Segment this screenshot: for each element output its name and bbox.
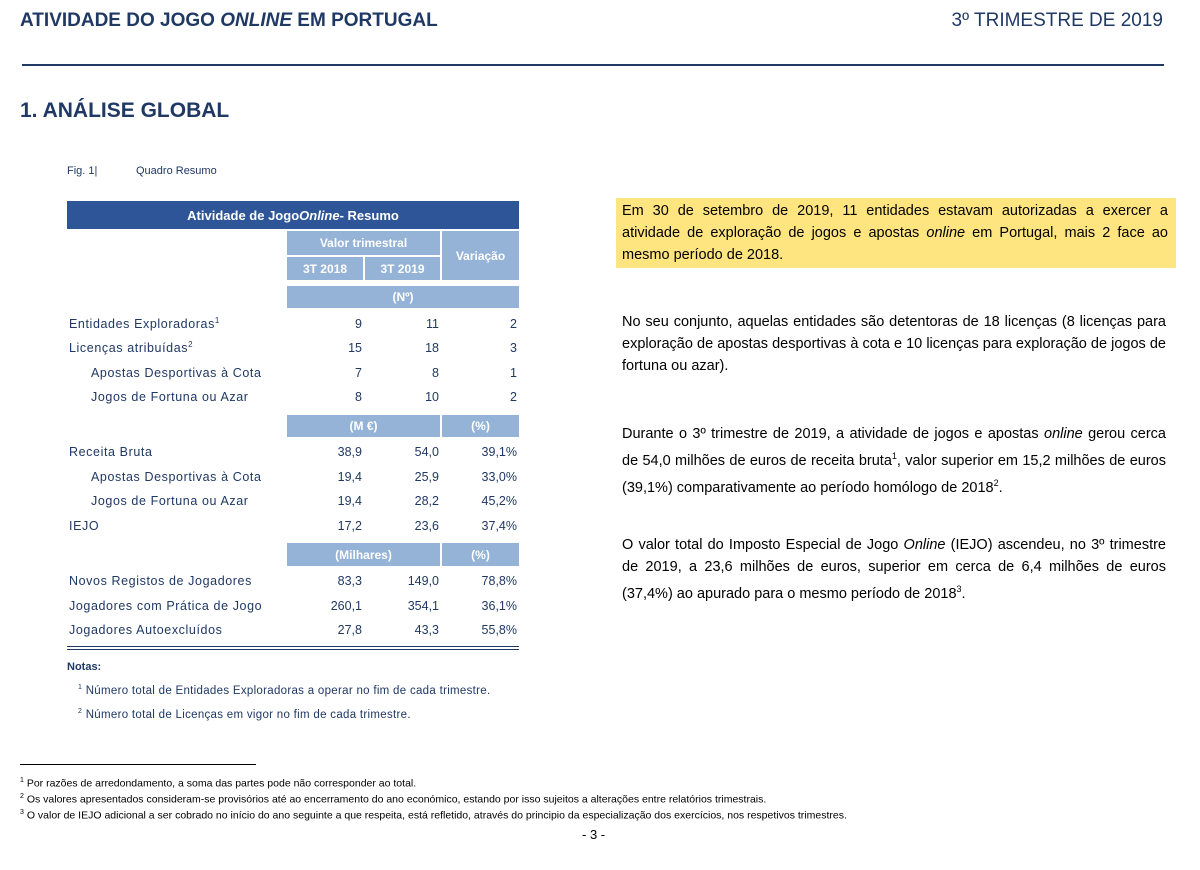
- table-cell: 25,9: [414, 470, 439, 484]
- table-cell: 2: [510, 390, 517, 404]
- table-cell: 7: [355, 366, 362, 380]
- table-title-part1: Atividade de Jogo: [187, 207, 300, 223]
- table-cell: 11: [426, 317, 439, 331]
- figure-number: Fig. 1|: [67, 165, 98, 177]
- table-cell: 33,0%: [481, 470, 517, 484]
- paragraph-iejo: O valor total do Imposto Especial de Jogo Online (IEJO) ascendeu, no 3º trimestre de 2019, a 23,6 milhões de euros, superior em cerca de 6,4 milhões de euros (37,4%) ao apurado para o mesmo período de 2018$^3$.: [622, 537, 1166, 602]
- unit-million-euro: (M €): [287, 415, 440, 437]
- header-divider: [22, 64, 1164, 66]
- table-row-label: Apostas Desportivas à Cota: [91, 366, 262, 380]
- paragraph-licencas: No seu conjunto, aquelas entidades são detentoras de 18 licenças (8 licenças para exploração de apostas desportivas à cota e 10 licenças para exploração de jogos de fortuna ou azar).: [622, 314, 1166, 374]
- table-cell: 149,0: [407, 574, 439, 588]
- unit-percent: (%): [442, 415, 519, 437]
- document-header-title: [20, 10, 438, 32]
- header-title-italic: ONLINE: [220, 10, 293, 31]
- table-cell: 54,0: [414, 445, 439, 459]
- table-cell: 45,2%: [481, 494, 517, 508]
- table-cell: 38,9: [337, 445, 362, 459]
- header-title-part2: EM PORTUGAL: [292, 10, 438, 31]
- table-cell: 78,8%: [481, 574, 517, 588]
- note-1: $^1$ Número total de Entidades Exploradoras a operar no fim de cada trimestre.: [78, 684, 491, 697]
- table-cell: 83,3: [337, 574, 362, 588]
- col-3t2018-header: 3T 2018: [287, 257, 363, 280]
- table-cell: 10: [425, 390, 439, 404]
- col-variacao-header: Variação: [442, 231, 519, 280]
- table-cell: 9: [355, 317, 362, 331]
- table-row-label: Novos Registos de Jogadores: [69, 574, 252, 588]
- note-2: $^2$ Número total de Licenças em vigor no fim de cada trimestre.: [78, 708, 411, 721]
- table-row-label: Jogos de Fortuna ou Azar: [91, 390, 249, 404]
- table-title-italic: Online: [299, 207, 340, 223]
- table-title-part2: - Resumo: [339, 207, 399, 223]
- table-cell: 2: [510, 317, 517, 331]
- table-cell: 19,4: [337, 470, 362, 484]
- table-cell: 354,1: [407, 599, 439, 613]
- table-cell: 17,2: [337, 519, 362, 533]
- unit-count: (Nº): [287, 286, 519, 308]
- header-title-part1: ATIVIDADE DO JOGO: [20, 10, 221, 31]
- table-cell: 28,2: [414, 494, 439, 508]
- table-cell: 37,4%: [481, 519, 517, 533]
- header-period: 3º TRIMESTRE DE 2019: [951, 10, 1163, 31]
- col-3t2019-header: 3T 2019: [365, 257, 440, 280]
- table-cell: 15: [348, 341, 362, 355]
- table-cell: 27,8: [337, 623, 362, 637]
- unit-thousands: (Milhares): [287, 543, 440, 566]
- group-header: Valor trimestral: [287, 231, 440, 255]
- section-title: 1. ANÁLISE GLOBAL: [20, 99, 230, 122]
- footnote-1: $^1$ Por razões de arredondamento, a soma das partes pode não corresponder ao total.: [20, 777, 417, 790]
- table-row-label: Jogos de Fortuna ou Azar: [91, 494, 249, 508]
- table-title: [67, 201, 519, 229]
- table-row-label: Licenças atribuídas$^2$: [69, 340, 193, 356]
- page-number: - 3 -: [582, 827, 606, 842]
- paragraph-receita: Durante o 3º trimestre de 2019, a atividade de jogos e apostas online gerou cerca de 54,0 milhões de euros de receita bruta$^1$, valor superior em 15,2 milhões de euros (39,1%) comparativamente ao período homólogo de 2018$^2$.: [622, 426, 1166, 496]
- notes-title: Notas:: [67, 661, 102, 673]
- table-bottom-rule-2: [67, 649, 519, 650]
- highlight-paragraph: Em 30 de setembro de 2019, 11 entidades estavam autorizadas a exercer a atividade de exploração de jogos e apostas online em Portugal, mais 2 face ao mesmo período de 2018.: [616, 198, 1176, 268]
- table-cell: 36,1%: [481, 599, 517, 613]
- table-bottom-rule: [67, 646, 519, 647]
- figure-caption: Quadro Resumo: [136, 165, 217, 177]
- table-cell: 18: [425, 341, 439, 355]
- table-cell: 260,1: [330, 599, 362, 613]
- table-row-label: IEJO: [69, 519, 100, 533]
- footnote-divider: [20, 764, 256, 765]
- footnote-2: $^2$ Os valores apresentados consideram-se provisórios até ao encerramento do ano económico, estando por isso sujeitos a alterações entre relatórios trimestrais.: [20, 793, 767, 806]
- table-cell: 39,1%: [481, 445, 517, 459]
- table-row-label: Apostas Desportivas à Cota: [91, 470, 262, 484]
- table-cell: 1: [510, 366, 517, 380]
- table-cell: 55,8%: [481, 623, 517, 637]
- unit-percent-2: (%): [442, 543, 519, 566]
- table-cell: 8: [355, 390, 362, 404]
- table-cell: 23,6: [414, 519, 439, 533]
- footnote-3: $^3$ O valor de IEJO adicional a ser cobrado no início do ano seguinte a que respeita, está refletido, através do principio da especialização dos exercícios, nos respetivos trimestres.: [20, 809, 847, 822]
- table-row-label: Jogadores com Prática de Jogo: [69, 599, 263, 613]
- table-cell: 43,3: [414, 623, 439, 637]
- table-row-label: Entidades Exploradoras$^1$: [69, 316, 220, 332]
- table-row-label: Jogadores Autoexcluídos: [69, 623, 223, 637]
- table-cell: 3: [510, 341, 517, 355]
- table-row-label: Receita Bruta: [69, 445, 153, 459]
- table-cell: 8: [432, 366, 439, 380]
- table-cell: 19,4: [337, 494, 362, 508]
